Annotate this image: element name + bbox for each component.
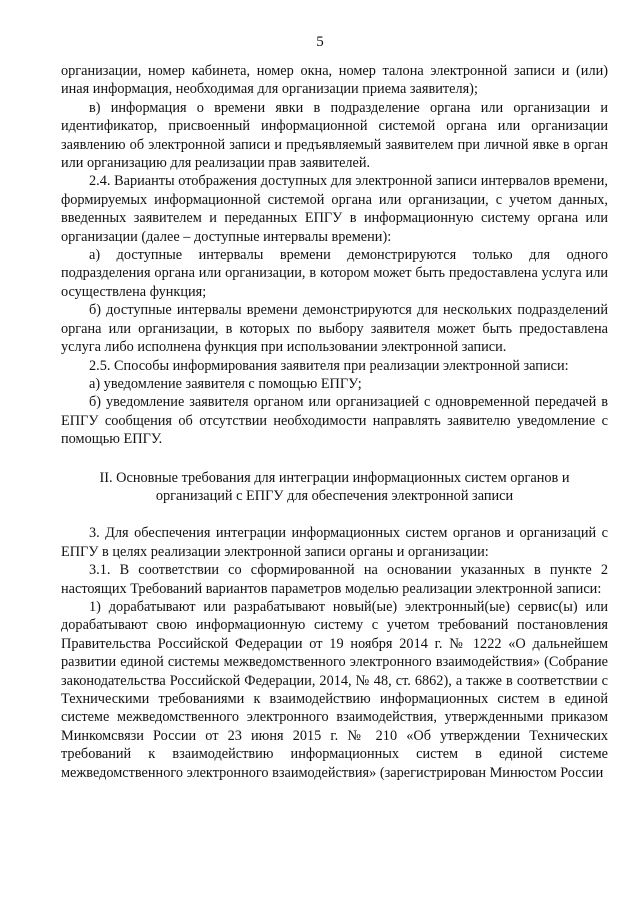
paragraph-2-5-b: б) уведомление заявителя органом или организацией с одновременной передачей в ЕПГУ сообщения об отсутствии необходимости направлять заявителю уведомление с помощью ЕПГУ. — [61, 394, 608, 448]
page-number: 5 — [316, 34, 324, 50]
paragraph-3-1-1: 1) дорабатывают или разрабатывают новый(ые) электронный(ые) сервис(ы) или дорабатывают свою информационную систему с учетом требований постановления Правительства Российской Федерации от 19 ноября 2014 г. № 1222 «О дальнейшем развитии единой системы межведомственного электронного взаимодействия» (Собрание законодательства Российской Федерации, 2014, № 48, ст. 6862), а также в соответствии с Техническими требованиями к взаимодействию информационных систем в единой системе межведомственного электронного взаимодействия, утвержденными приказом Минкомсвязи России от 23 июня 2015 г. № 210 «Об утверждении Технических требований к взаимодействию информационных систем в единой системе межведомственного электронного взаимодействия» (зарегистрирован Минюстом России — [61, 598, 608, 781]
paragraph-continuation: организации, номер кабинета, номер окна, номер талона электронной записи и (или) иная информация, необходимая для организации приема заявителя); — [61, 63, 608, 98]
paragraph-2-5-a: а) уведомление заявителя с помощью ЕПГУ; — [89, 375, 362, 392]
section-heading: II. Основные требования для интеграции информационных систем органов и организаций с ЕПГУ для обеспечения электронной записи — [99, 469, 570, 504]
document-body — [61, 62, 608, 782]
paragraph-2-4: 2.4. Варианты отображения доступных для электронной записи интервалов времени, формируемых информационной системой органа или организации, с учетом данных, введенных заявителем и переданных ЕПГУ в информационную систему органа или организации (далее – доступные интервалы времени): — [61, 173, 608, 245]
paragraph-3: 3. Для обеспечения интеграции информационных систем органов и организаций с ЕПГУ в целях реализации электронной записи органы и организации: — [61, 525, 608, 560]
paragraph-item-a: а) доступные интервалы времени демонстрируются только для одного подразделения органа или организации, в котором может быть предоставлена услуга или осуществлена функция; — [61, 247, 608, 300]
paragraph-2-5: 2.5. Способы информирования заявителя при реализации электронной записи: — [89, 357, 569, 374]
paragraph-3-1: 3.1. В соответствии со сформированной на основании указанных в пункте 2 настоящих Требований вариантов параметров моделью реализации электронной записи: — [61, 562, 608, 597]
paragraph-item-v: в) информация о времени явки в подразделение органа или организации и идентификатор, присвоенный информационной системой органа или организации заявлению об электронной записи и предъявляемый заявителем при личной явке в орган или организацию для реализации прав заявителей. — [61, 99, 608, 172]
paragraph-item-b: б) доступные интервалы времени демонстрируются для нескольких подразделений органа или организации, в которых по выбору заявителя может быть предоставлена услуга либо исполнена функция при использовании электронной записи. — [61, 302, 608, 356]
